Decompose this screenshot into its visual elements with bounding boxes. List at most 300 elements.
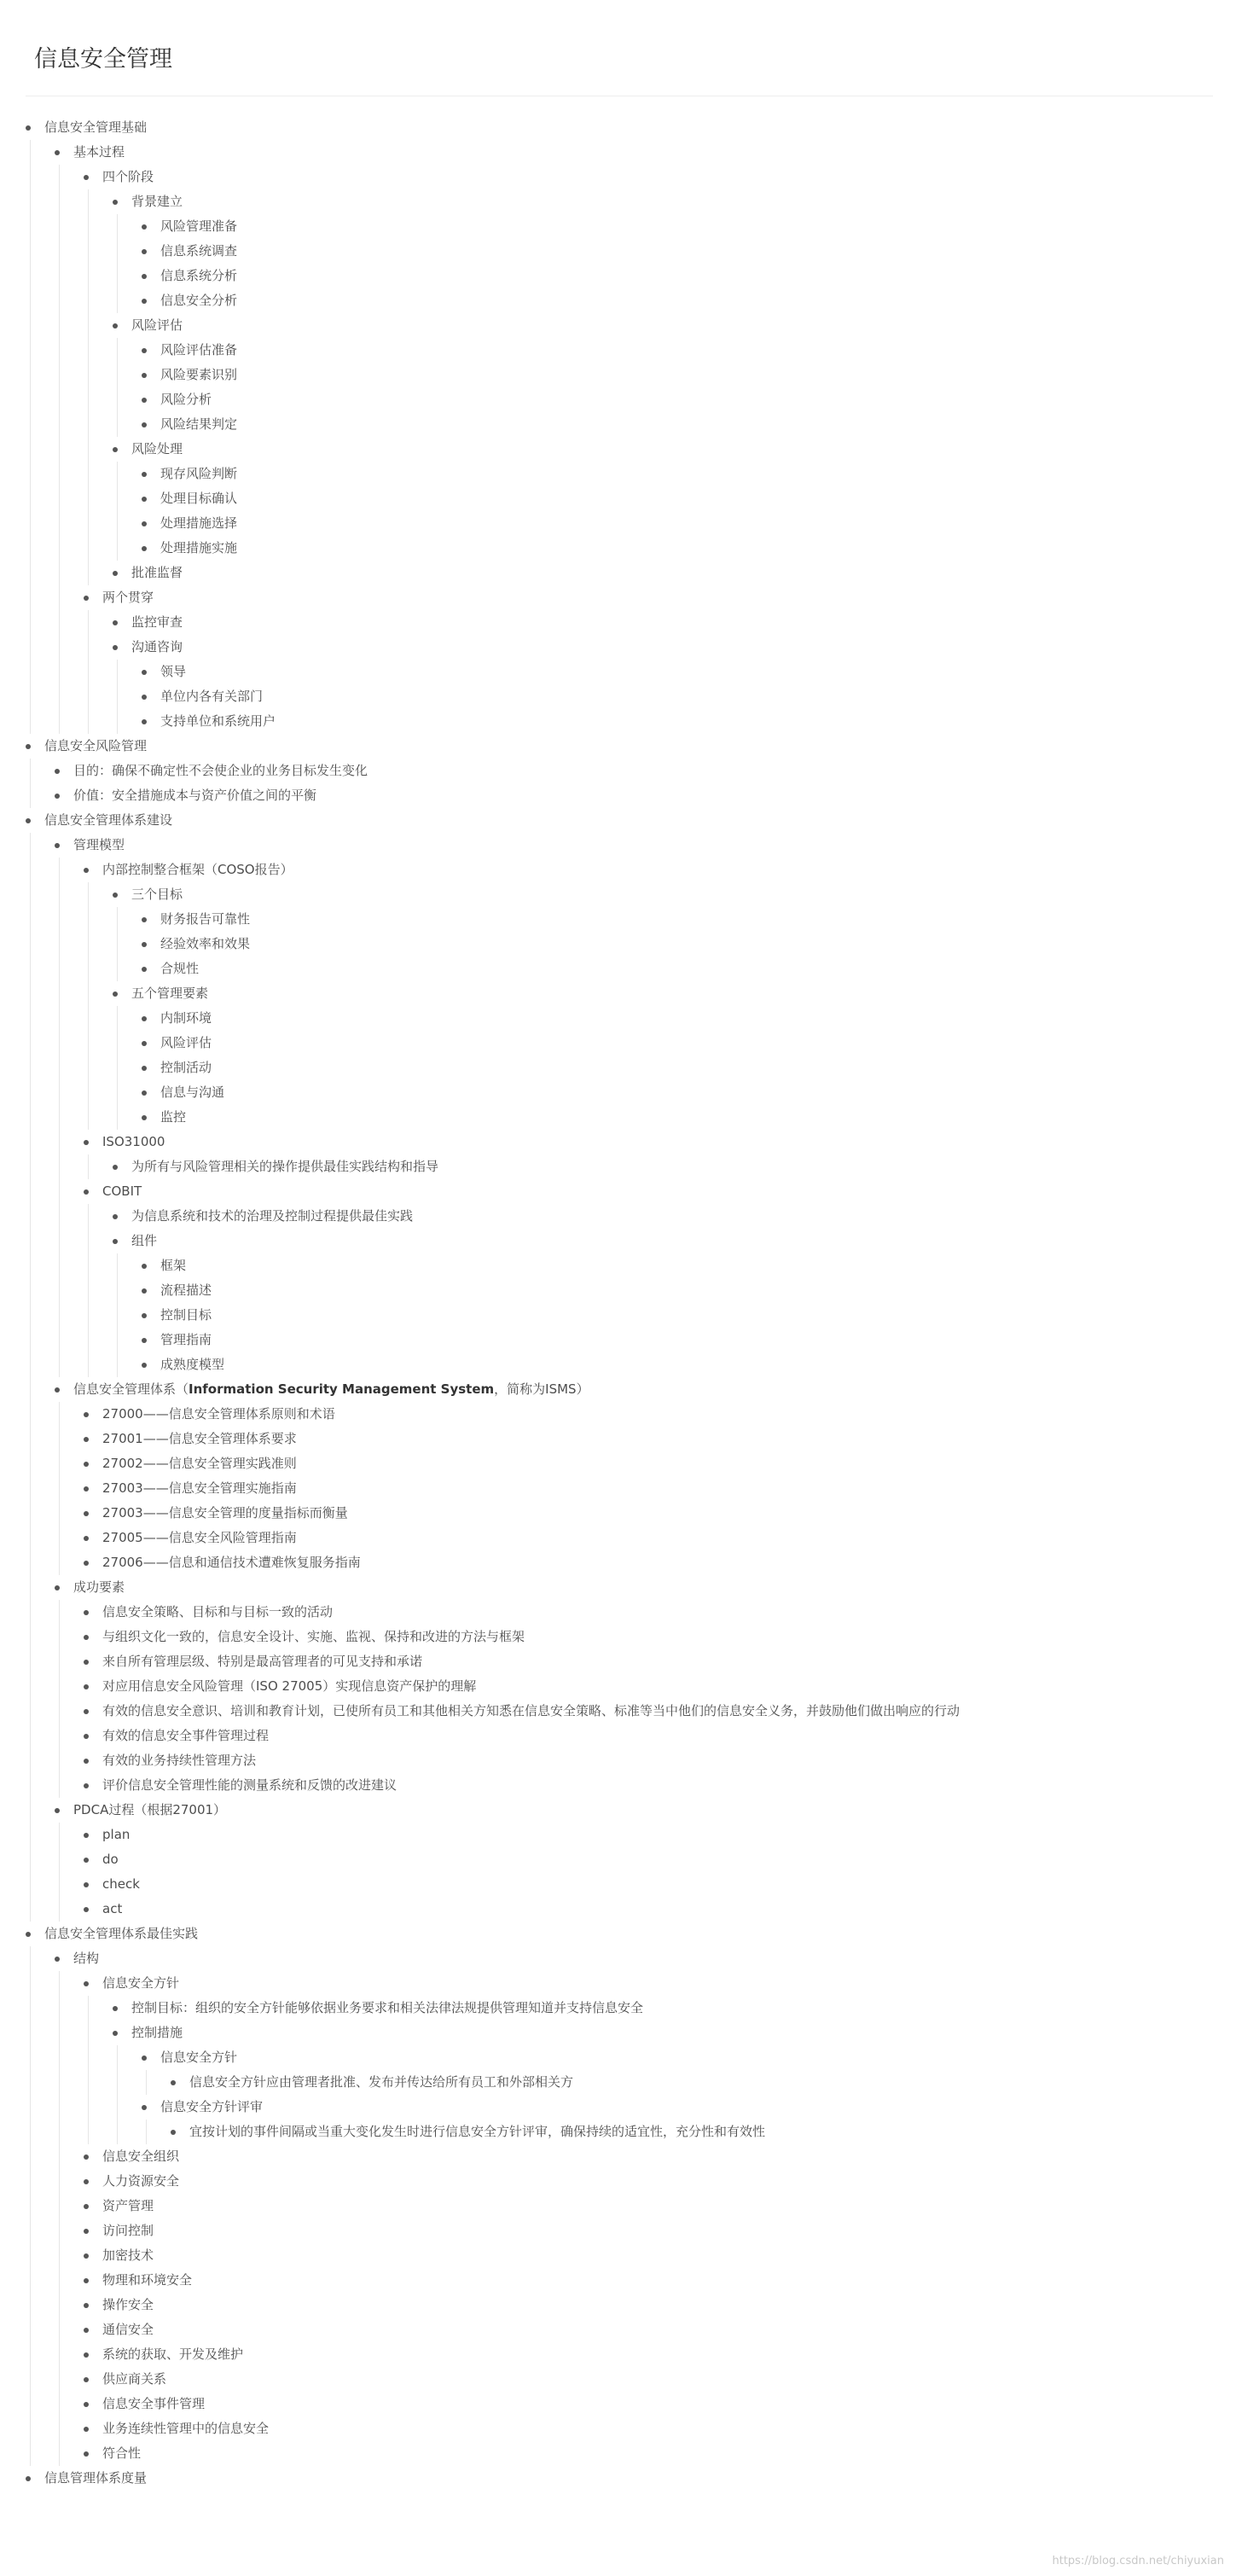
bullet-icon [142, 1041, 147, 1046]
list-item-row [26, 2466, 1211, 2491]
list-item-row [84, 1847, 1211, 1872]
bullet-icon [113, 2031, 118, 2036]
list-item-label: 信息系统分析 [160, 268, 238, 283]
list-item-row [55, 1575, 1211, 1600]
list-item-label: 组件 [131, 1233, 158, 1248]
list-item-label: 信息管理体系度量 [44, 2470, 148, 2486]
list-item-label: 信息安全方针 [102, 1975, 180, 1991]
bullet-icon [26, 744, 31, 749]
bullet-icon [84, 1981, 89, 1986]
bullet-icon [84, 2451, 89, 2457]
list-item-label: 监控 [160, 1109, 187, 1125]
bullet-icon [55, 1387, 60, 1393]
list-item-label: 风险处理 [131, 441, 183, 456]
bullet-icon [84, 1437, 89, 1442]
list-item-row [84, 2342, 1211, 2367]
bullet-icon [142, 348, 147, 353]
bullet-icon [84, 2352, 89, 2358]
list-item [84, 1674, 1211, 1699]
list-item-label: 现存风险判断 [160, 466, 238, 481]
list-item-row [142, 684, 1211, 709]
list-item-label: 价值：安全措施成本与资产价值之间的平衡 [73, 788, 317, 803]
list-item-bold-label: Information Security Management System [189, 1381, 495, 1397]
bullet-icon [142, 1338, 147, 1343]
list-item-row [84, 2317, 1211, 2342]
list-item-label: 基本过程 [73, 144, 125, 160]
bullet-icon [84, 1759, 89, 1764]
list-item-row [55, 759, 1211, 783]
bullet-icon [84, 1858, 89, 1863]
outline-list [88, 1154, 1211, 1179]
outline-list [117, 1253, 1211, 1377]
list-item-label: 沟通咨询 [131, 639, 183, 654]
list-item-label: 符合性 [102, 2445, 142, 2461]
bullet-icon [84, 2402, 89, 2407]
list-item-row [84, 2293, 1211, 2317]
list-item-label: 风险管理准备 [160, 218, 238, 234]
list-item-row [142, 1253, 1211, 1278]
list-item-row [113, 882, 1211, 907]
list-item-label: 系统的获取、开发及维护 [102, 2346, 244, 2362]
list-item [84, 1971, 1211, 2144]
list-item-label: 内制环境 [160, 1010, 212, 1026]
list-item-row [142, 1031, 1211, 1055]
list-item-label: 为所有与风险管理相关的操作提供最佳实践结构和指导 [131, 1159, 439, 1174]
bullet-icon [142, 398, 147, 403]
list-item [26, 734, 1211, 808]
list-item-row [142, 412, 1211, 437]
bullet-icon [84, 1882, 89, 1887]
bullet-icon [55, 1585, 60, 1590]
bullet-icon [84, 1511, 89, 1516]
list-item [55, 783, 1211, 808]
list-item [84, 858, 1211, 1130]
list-item-row [113, 1229, 1211, 1253]
list-item-row [142, 1006, 1211, 1031]
outline-list [59, 1600, 1211, 1798]
list-item [84, 1897, 1211, 1922]
bullet-icon [84, 1561, 89, 1566]
list-item [84, 1872, 1211, 1897]
list-item-label: plan [102, 1827, 131, 1842]
bullet-icon [142, 719, 147, 724]
list-item-row [142, 907, 1211, 932]
bullet-icon [142, 1090, 147, 1096]
list-item-row [26, 115, 1211, 140]
list-item [55, 1377, 1211, 1575]
list-item [84, 1625, 1211, 1649]
list-item-label: 五个管理要素 [131, 986, 209, 1001]
list-item-row [113, 189, 1211, 214]
list-item-row [84, 1526, 1211, 1550]
list-item-label: 支持单位和系统用户 [160, 713, 276, 729]
list-item [142, 1006, 1211, 1031]
list-item [55, 833, 1211, 1377]
list-item-row [84, 585, 1211, 610]
list-item-row [84, 1476, 1211, 1501]
list-item [26, 1922, 1211, 2466]
bullet-icon [113, 620, 118, 625]
bullet-icon [113, 893, 118, 898]
list-item-row [84, 2243, 1211, 2268]
list-item-label: 有效的信息安全意识、培训和教育计划，已使所有员工和其他相关方知悉在信息安全策略、标准等当中他们的信息安全义务，并鼓励他们做出响应的行动 [102, 1703, 960, 1718]
bullet-icon [84, 1907, 89, 1912]
list-item-row [113, 437, 1211, 462]
list-item-row [142, 1303, 1211, 1328]
outline-list [30, 140, 1211, 734]
bullet-icon [26, 1932, 31, 1937]
bullet-icon [113, 1214, 118, 1219]
list-item-row [84, 1427, 1211, 1451]
list-item-label: 管理指南 [160, 1332, 212, 1347]
list-item [142, 2045, 1211, 2095]
list-item [171, 2070, 1211, 2095]
bullet-icon [113, 571, 118, 576]
list-item-row [142, 338, 1211, 363]
list-item [84, 2144, 1211, 2169]
list-item [142, 2095, 1211, 2144]
bullet-icon [84, 2154, 89, 2160]
list-item [84, 1526, 1211, 1550]
list-item [84, 1402, 1211, 1427]
list-item [113, 1229, 1211, 1377]
list-item [142, 412, 1211, 437]
list-item-label: 评价信息安全管理性能的测量系统和反馈的改进建议 [102, 1777, 397, 1793]
list-item [84, 2317, 1211, 2342]
list-item [84, 1427, 1211, 1451]
list-item-label: 物理和环境安全 [102, 2272, 193, 2288]
bullet-icon [142, 1066, 147, 1071]
list-item-label: 风险要素识别 [160, 367, 238, 382]
list-item-label: 宜按计划的事件间隔或当重大变化发生时进行信息安全方针评审，确保持续的适宜性，充分性和有效性 [189, 2124, 766, 2139]
list-item-label: 三个目标 [131, 887, 183, 902]
list-item-label: 资产管理 [102, 2198, 154, 2213]
list-item-row [84, 2169, 1211, 2194]
list-item-row [84, 2392, 1211, 2416]
outline-list [59, 858, 1211, 1377]
list-item-label: 27003——信息安全管理的度量指标而衡量 [102, 1505, 348, 1521]
list-item [84, 2367, 1211, 2392]
outline-list [117, 660, 1211, 734]
list-item-row [142, 1105, 1211, 1130]
bullet-icon [142, 2105, 147, 2110]
list-item-label-suffix: ，简称为ISMS） [494, 1381, 589, 1397]
list-item [113, 1996, 1211, 2021]
list-item-label: 信息安全策略、目标和与目标一致的活动 [102, 1604, 334, 1619]
list-item [113, 189, 1211, 313]
list-item [142, 1080, 1211, 1105]
list-item-row [84, 2144, 1211, 2169]
bullet-icon [26, 2476, 31, 2481]
outline-list [117, 1006, 1211, 1130]
list-item-row [84, 1649, 1211, 1674]
bullet-icon [84, 2377, 89, 2382]
list-item-row [84, 1600, 1211, 1625]
bullet-icon [84, 2179, 89, 2184]
bullet-icon [142, 1363, 147, 1368]
list-item [142, 511, 1211, 536]
list-item-label: 管理模型 [73, 837, 125, 852]
bullet-icon [113, 645, 118, 650]
list-item-label: 结构 [73, 1951, 100, 1966]
list-item [26, 808, 1211, 1922]
bullet-icon [142, 1264, 147, 1269]
bullet-icon [113, 1239, 118, 1244]
list-item-label: 监控审查 [131, 614, 183, 630]
list-item-row [142, 2045, 1211, 2070]
bullet-icon [84, 2229, 89, 2234]
list-item-label: 框架 [160, 1258, 187, 1273]
bullet-icon [55, 150, 60, 155]
outline-list [117, 338, 1211, 437]
bullet-icon [142, 274, 147, 279]
list-item-label: 通信安全 [102, 2322, 154, 2337]
list-item-label: 处理措施实施 [160, 540, 238, 555]
list-item [84, 2194, 1211, 2218]
bullet-icon [142, 249, 147, 254]
bullet-icon [84, 1734, 89, 1739]
list-item-row [113, 610, 1211, 635]
list-item-label: 财务报告可靠性 [160, 911, 251, 927]
list-item [26, 115, 1211, 734]
outline-list [117, 214, 1211, 313]
outline-list [117, 462, 1211, 561]
list-item-label: 信息安全管理体系建设 [44, 812, 173, 828]
list-item-row [55, 1377, 1211, 1402]
list-item [84, 2169, 1211, 2194]
list-item [84, 585, 1211, 734]
bullet-icon [55, 769, 60, 774]
list-item-label: 背景建立 [131, 194, 183, 209]
bullet-icon [84, 2253, 89, 2259]
list-item [142, 957, 1211, 981]
list-item [84, 1600, 1211, 1625]
list-item [84, 1699, 1211, 1724]
list-item-row [142, 1328, 1211, 1352]
outline-list [88, 1204, 1211, 1377]
list-item-row [113, 635, 1211, 660]
list-item-label: ISO31000 [102, 1134, 165, 1149]
outline-list [146, 2120, 1211, 2144]
list-item-label: 27006——信息和通信技术遭难恢复服务指南 [102, 1555, 361, 1570]
list-item-row [113, 1996, 1211, 2021]
bullet-icon [113, 200, 118, 205]
outline-list [88, 1996, 1211, 2144]
list-item-label: 处理目标确认 [160, 491, 238, 506]
bullet-icon [84, 1660, 89, 1665]
list-item-label: 访问控制 [102, 2223, 154, 2238]
bullet-icon [142, 695, 147, 700]
list-item [84, 165, 1211, 585]
list-item-row [113, 313, 1211, 338]
list-item [142, 363, 1211, 387]
list-item [142, 660, 1211, 684]
list-item-row [142, 264, 1211, 288]
list-item-row [84, 165, 1211, 189]
bullet-icon [142, 497, 147, 502]
list-item [84, 1501, 1211, 1526]
outline-list [59, 1971, 1211, 2466]
bullet-icon [142, 422, 147, 427]
list-item-row [113, 981, 1211, 1006]
list-item [84, 2441, 1211, 2466]
bullet-icon [84, 2204, 89, 2209]
list-item-row [84, 1823, 1211, 1847]
list-item-label: 控制措施 [131, 2025, 183, 2040]
list-item-row [55, 140, 1211, 165]
list-item-row [142, 511, 1211, 536]
list-item-row [142, 536, 1211, 561]
bullet-icon [113, 447, 118, 452]
list-item-label: 信息安全管理体系最佳实践 [44, 1926, 199, 1941]
list-item [84, 2218, 1211, 2243]
bullet-icon [84, 2328, 89, 2333]
list-item-row [171, 2120, 1211, 2144]
list-item-label: 合规性 [160, 961, 200, 976]
bullet-icon [84, 1536, 89, 1541]
list-item-row [84, 1501, 1211, 1526]
list-item [142, 1055, 1211, 1080]
page-title: 信息安全管理 [34, 46, 172, 73]
list-item-label: 四个阶段 [102, 169, 154, 184]
list-item [142, 1328, 1211, 1352]
list-item [84, 1476, 1211, 1501]
list-item-row [26, 1922, 1211, 1946]
list-item-label: 27003——信息安全管理实施指南 [102, 1480, 297, 1496]
list-item [84, 1847, 1211, 1872]
list-item-label: 信息安全风险管理 [44, 738, 148, 753]
list-item-row [142, 709, 1211, 734]
list-item [84, 2392, 1211, 2416]
list-item-row [142, 660, 1211, 684]
list-item-row [84, 1773, 1211, 1798]
list-item [142, 1303, 1211, 1328]
outline-list [30, 833, 1211, 1922]
list-item [84, 1451, 1211, 1476]
list-item-row [84, 1872, 1211, 1897]
list-item [113, 882, 1211, 981]
list-item-row [55, 833, 1211, 858]
list-item-row [84, 1699, 1211, 1724]
list-item-row [142, 1352, 1211, 1377]
list-item [113, 437, 1211, 561]
list-item [142, 486, 1211, 511]
list-item-row [84, 1897, 1211, 1922]
list-item [142, 1031, 1211, 1055]
outline-list [30, 759, 1211, 808]
list-item-label: 风险结果判定 [160, 416, 238, 432]
list-item [142, 907, 1211, 932]
bullet-icon [84, 1684, 89, 1689]
list-item-label: act [102, 1901, 123, 1916]
bullet-icon [113, 1165, 118, 1170]
list-item [142, 1352, 1211, 1377]
bullet-icon [84, 2303, 89, 2308]
list-item [142, 684, 1211, 709]
list-item-label: 供应商关系 [102, 2371, 167, 2387]
outline-list [88, 882, 1211, 1130]
list-item-row [84, 1451, 1211, 1476]
list-item [113, 2021, 1211, 2144]
list-item-label: 信息安全方针评审 [160, 2099, 264, 2114]
bullet-icon [142, 917, 147, 922]
list-item-label: do [102, 1852, 119, 1867]
list-item-label: 内部控制整合框架（COSO报告） [102, 862, 293, 877]
bullet-icon [113, 991, 118, 997]
list-item [142, 387, 1211, 412]
list-item-label: 27005——信息安全风险管理指南 [102, 1530, 297, 1545]
list-item-label: 单位内各有关部门 [160, 689, 264, 704]
list-item-label: 操作安全 [102, 2297, 154, 2312]
list-item-label: 成功要素 [73, 1579, 125, 1595]
list-item [55, 1798, 1211, 1922]
list-item [84, 2293, 1211, 2317]
list-item [142, 264, 1211, 288]
list-item-label: 27000——信息安全管理体系原则和术语 [102, 1406, 335, 1422]
list-item [113, 610, 1211, 635]
bullet-icon [142, 1313, 147, 1318]
list-item-label: 有效的业务持续性管理方法 [102, 1753, 257, 1768]
list-item-row [84, 1748, 1211, 1773]
list-item [84, 1130, 1211, 1179]
outline-list [88, 189, 1211, 585]
list-item-label: 与组织文化一致的，信息安全设计、实施、监视、保持和改进的方法与框架 [102, 1629, 525, 1644]
list-item [142, 462, 1211, 486]
bullet-icon [84, 1412, 89, 1417]
list-item-row [113, 2021, 1211, 2045]
bullet-icon [26, 125, 31, 131]
list-item [84, 1649, 1211, 1674]
bullet-icon [84, 2278, 89, 2283]
list-item-row [142, 486, 1211, 511]
list-item-row [113, 1204, 1211, 1229]
bullet-icon [142, 546, 147, 551]
outline-list [59, 1402, 1211, 1575]
list-item-row [84, 2268, 1211, 2293]
list-item [171, 2120, 1211, 2144]
list-item-row [84, 1971, 1211, 1996]
list-item-row [55, 1798, 1211, 1823]
list-item-label: 来自所有管理层级、特别是最高管理者的可见支持和承诺 [102, 1654, 423, 1669]
list-item [84, 2268, 1211, 2293]
outline-tree [26, 115, 1211, 2491]
list-item-row [142, 387, 1211, 412]
bullet-icon [142, 373, 147, 378]
list-item [113, 981, 1211, 1130]
list-item-row [171, 2070, 1211, 2095]
list-item-row [142, 957, 1211, 981]
list-item-label: 业务连续性管理中的信息安全 [102, 2421, 270, 2436]
bullet-icon [84, 1783, 89, 1788]
list-item-row [84, 858, 1211, 882]
list-item [142, 239, 1211, 264]
bullet-icon [84, 1189, 89, 1195]
list-item [55, 759, 1211, 783]
list-item [84, 1724, 1211, 1748]
list-item-row [84, 2416, 1211, 2441]
list-item-row [142, 1278, 1211, 1303]
list-item-label: 对应用信息安全风险管理（ISO 27005）实现信息资产保护的理解 [102, 1678, 477, 1694]
outline-list [26, 115, 1211, 2491]
list-item-row [142, 239, 1211, 264]
list-item-label: 27001——信息安全管理体系要求 [102, 1431, 297, 1446]
bullet-icon [55, 1957, 60, 1962]
list-item-label: 信息安全事件管理 [102, 2396, 206, 2411]
list-item-label: 加密技术 [102, 2247, 154, 2263]
bullet-icon [84, 1486, 89, 1492]
list-item [84, 2243, 1211, 2268]
list-item-label: 风险评估 [131, 317, 183, 333]
